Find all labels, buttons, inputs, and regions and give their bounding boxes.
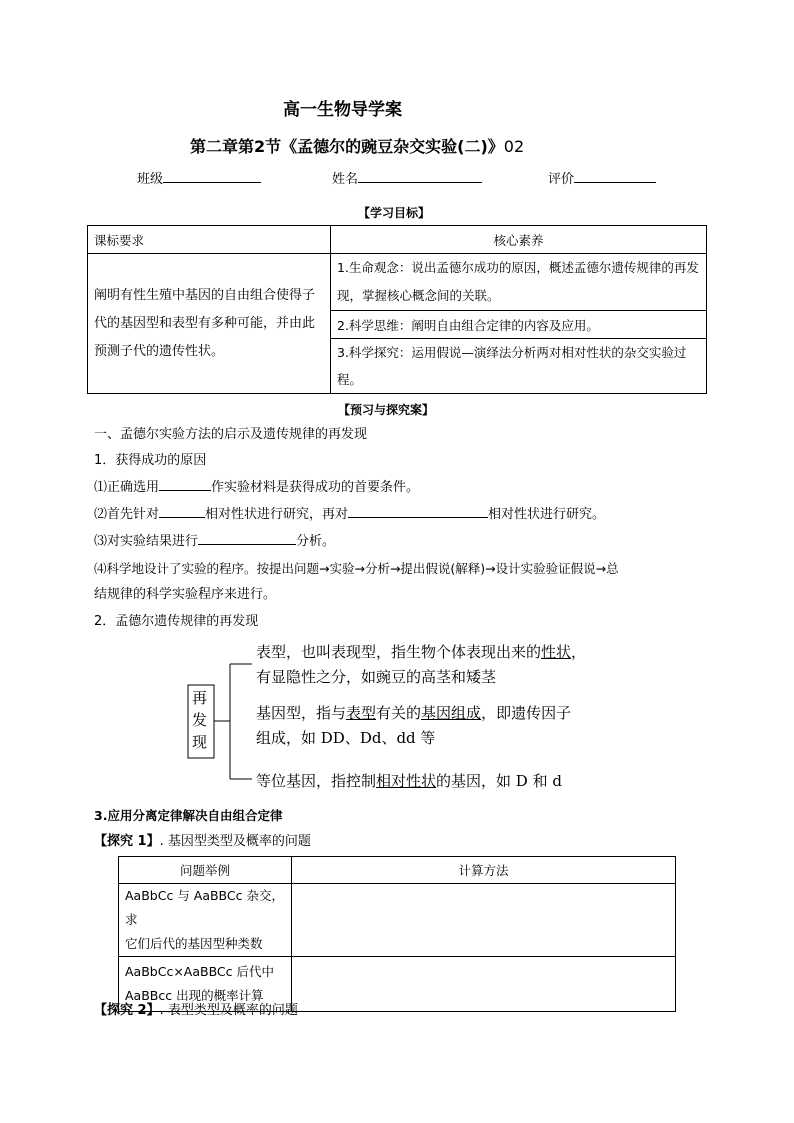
l2a: ⑵首先针对: [94, 507, 160, 522]
page-title: 高一生物导学案: [283, 100, 402, 120]
t2-r2-l2: AaBBcc 出现的概率计算: [125, 988, 264, 1003]
b2-e: ，即遗传因子: [481, 704, 572, 722]
allele-line: [256, 770, 562, 791]
b2-a: 基因型，指与: [256, 704, 347, 722]
l3b: 分析。: [296, 534, 336, 549]
t2-row-1-question: [119, 884, 292, 957]
eval-label: 评价: [548, 172, 575, 187]
phenotype-line-2: 有显隐性之分，如豌豆的高茎和矮茎: [256, 668, 497, 686]
objectives-heading: 【学习目标】: [358, 206, 431, 220]
b1-comma: ，: [571, 643, 587, 661]
t2-col-example: 问题举例: [119, 857, 292, 884]
explore-1-tag: 【探究 1】: [94, 834, 160, 849]
b1-trait: 性状: [541, 643, 572, 661]
application-heading: 3.应用分离定律解决自由组合定律: [94, 808, 283, 823]
explore-1-text: . 基因型类型及概率的问题: [159, 834, 311, 849]
requirement-cell: 阐明有性生殖中基因的自由组合使得子代的基因型和表型有多种可能，并由此预测子代的遗传性状。: [88, 254, 331, 394]
literacy-1: 1.生命观念：说出孟德尔成功的原因，概述孟德尔遗传规律的再发现，掌握核心概念间的关联。: [331, 254, 707, 311]
b2-composition: 基因组成: [421, 704, 482, 722]
lesson-title-text: 第二章第2节《孟德尔的豌豆杂交实验(二)》: [190, 137, 504, 156]
reason-line-4a: ⑷科学地设计了实验的程序。按提出问题→实验→分析→提出假说(解释)→设计实验验证假说→总: [94, 561, 619, 576]
explore-1-title: [94, 830, 311, 849]
t2-r2-l1: AaBbCc×AaBBCc 后代中: [125, 964, 275, 979]
t2-r1-l2: 它们后代的基因型种类数: [125, 936, 263, 951]
box-char-1: 再: [192, 689, 208, 707]
b3-c: 的基因，如 D 和 d: [436, 772, 562, 790]
literacy-3: 3.科学探究：运用假说—演绎法分析两对相对性状的杂交实验过程。: [331, 339, 707, 394]
l1b: 作实验材料是获得成功的首要条件。: [211, 480, 420, 495]
l3a: ⑶对实验结果进行: [94, 534, 199, 549]
b1-text: 表型，也叫表现型，指生物个体表现出来的: [256, 643, 542, 661]
explore-2-tag: 【探究 2】: [94, 1003, 160, 1018]
col-header-literacy: 核心素养: [331, 226, 707, 254]
b2-phenotype: 表型: [346, 704, 377, 722]
literacy-2: 2.科学思维：阐明自由组合定律的内容及应用。: [331, 311, 707, 339]
lesson-title-num: 02: [503, 137, 525, 156]
section-one-title: 一、孟德尔实验方法的启示及遗传规律的再发现: [94, 427, 368, 442]
name-label: 姓名: [332, 172, 359, 187]
t2-col-method: 计算方法: [292, 857, 676, 884]
l2c: 相对性状进行研究。: [488, 507, 606, 522]
rediscovery-box: [192, 687, 207, 753]
explore-2-title: [94, 999, 298, 1018]
reason-line-4b: 结规律的科学实验程序来进行。: [94, 587, 277, 602]
t2-row-2-answer[interactable]: [292, 957, 676, 1012]
b3-a: 等位基因，指控制: [256, 772, 377, 790]
item-one-title: 1．获得成功的原因: [94, 453, 207, 468]
t2-r1-l1: AaBbCc 与 AaBBCc 杂交，求: [125, 888, 284, 927]
genotype-line-1: [256, 702, 571, 723]
preview-heading: 【预习与探究案】: [338, 403, 435, 417]
l2b: 相对性状进行研究，再对: [205, 507, 349, 522]
col-header-requirement: 课标要求: [88, 226, 331, 254]
t2-row-1-answer[interactable]: [292, 884, 676, 957]
genotype-line-2: 组成，如 DD、Dd、dd 等: [256, 729, 436, 747]
b2-c: 有关的: [376, 704, 422, 722]
box-char-3: 现: [192, 733, 208, 751]
explore-2-text: . 表型类型及概率的问题: [159, 1003, 298, 1018]
box-char-2: 发: [192, 711, 208, 729]
b3-trait: 相对性状: [376, 772, 437, 790]
l1a: ⑴正确选用: [94, 480, 160, 495]
class-label: 班级: [137, 172, 164, 187]
phenotype-line-1: [256, 641, 586, 662]
item-two-title: 2．孟德尔遗传规律的再发现: [94, 614, 259, 629]
explore-1-table: [118, 856, 676, 1012]
